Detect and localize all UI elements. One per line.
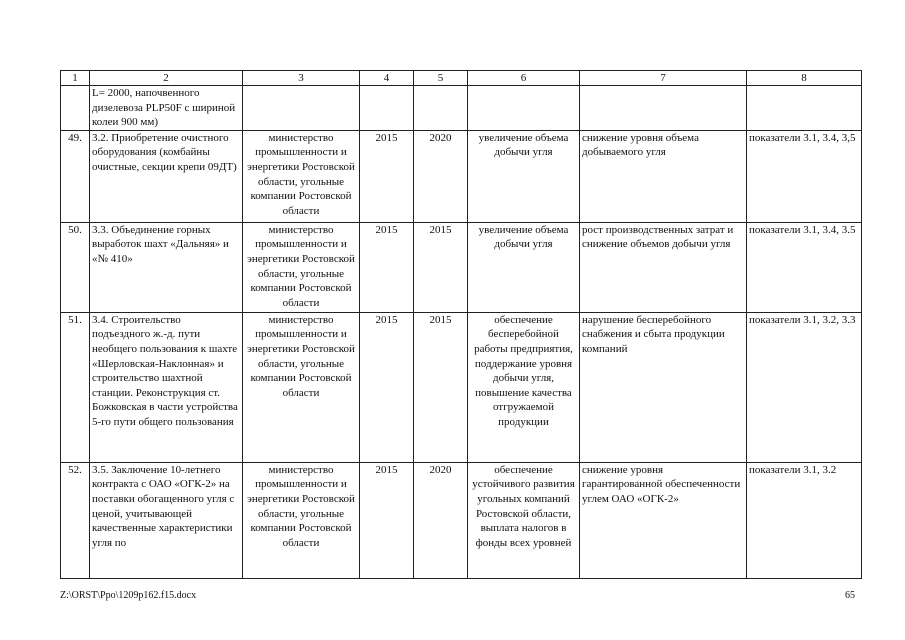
- row-number: 52.: [61, 462, 90, 578]
- table-cell: [61, 86, 90, 131]
- indicators-cell: показатели 3.1, 3.4, 3,5: [747, 130, 862, 222]
- end-year-cell: 2015: [414, 222, 468, 312]
- file-path-footer: Z:\ORST\Ppo\1209p162.f15.docx: [60, 590, 197, 601]
- table-cell: [414, 86, 468, 131]
- row-number: 49.: [61, 130, 90, 222]
- column-header: 2: [90, 71, 243, 86]
- measure-cell: 3.2. Приобретение очистного оборудования (комбайны очистные, секции крепи 09ДТ): [90, 130, 243, 222]
- start-year-cell: 2015: [360, 130, 414, 222]
- column-header: 6: [468, 71, 580, 86]
- table-cell: [243, 86, 360, 131]
- table-cell: [747, 86, 862, 131]
- executor-cell: министерство промышленности и энергетики Ростовской области, угольные компании Ростовской области: [243, 462, 360, 578]
- row-number: 50.: [61, 222, 90, 312]
- table-cell: [580, 86, 747, 131]
- measure-cell: 3.4. Строительство подъездного ж.-д. пути необщего пользования к шахте «Шерловская-Наклонная» и строительство шахтной станции. Реконструкция ст. Божковская в части устройства 5-го пути общего пользования: [90, 312, 243, 462]
- column-number-header-row: [61, 71, 862, 86]
- consequence-cell: снижение уровня объема добываемого угля: [580, 130, 747, 222]
- consequence-cell: снижение уровня гарантированной обеспеченности углем ОАО «ОГК-2»: [580, 462, 747, 578]
- table-cell: [360, 86, 414, 131]
- result-cell: увеличение объема добычи угля: [468, 130, 580, 222]
- column-header: 4: [360, 71, 414, 86]
- column-header: 3: [243, 71, 360, 86]
- column-header: 1: [61, 71, 90, 86]
- column-header: 5: [414, 71, 468, 86]
- table-row: [61, 462, 862, 578]
- consequence-cell: рост производственных затрат и снижение объемов добычи угля: [580, 222, 747, 312]
- table-cell: [468, 86, 580, 131]
- measure-cell: 3.3. Объединение горных выработок шахт «Дальняя» и «№ 410»: [90, 222, 243, 312]
- result-cell: обеспечение устойчивого развития угольных компаний Ростовской области, выплата налогов в фонды всех уровней: [468, 462, 580, 578]
- continuation-row: [61, 86, 862, 131]
- indicators-cell: показатели 3.1, 3.2, 3.3: [747, 312, 862, 462]
- executor-cell: министерство промышленности и энергетики Ростовской области, угольные компании Ростовской области: [243, 130, 360, 222]
- start-year-cell: 2015: [360, 312, 414, 462]
- page-number: 65: [845, 590, 855, 601]
- end-year-cell: 2015: [414, 312, 468, 462]
- column-header: 8: [747, 71, 862, 86]
- end-year-cell: 2020: [414, 462, 468, 578]
- column-header: 7: [580, 71, 747, 86]
- table-row: [61, 222, 862, 312]
- start-year-cell: 2015: [360, 222, 414, 312]
- program-measures-table: [60, 70, 862, 579]
- indicators-cell: показатели 3.1, 3.4, 3.5: [747, 222, 862, 312]
- result-cell: обеспечение бесперебойной работы предприятия, поддержание уровня добычи угля, повышение качества отгружаемой продукции: [468, 312, 580, 462]
- measure-cell: 3.5. Заключение 10-летнего контракта с ОАО «ОГК-2» на поставки обогащенного угля с ценой, учитывающей качественные характеристики угля по: [90, 462, 243, 578]
- executor-cell: министерство промышленности и энергетики Ростовской области, угольные компании Ростовской области: [243, 222, 360, 312]
- table-row: [61, 312, 862, 462]
- executor-cell: министерство промышленности и энергетики Ростовской области, угольные компании Ростовской области: [243, 312, 360, 462]
- measure-cell: L= 2000, напочвенного дизелевоза PLP50F с шириной колеи 900 мм): [90, 86, 243, 131]
- consequence-cell: нарушение бесперебойного снабжения и сбыта продукции компаний: [580, 312, 747, 462]
- row-number: 51.: [61, 312, 90, 462]
- result-cell: увеличение объема добычи угля: [468, 222, 580, 312]
- start-year-cell: 2015: [360, 462, 414, 578]
- end-year-cell: 2020: [414, 130, 468, 222]
- table-row: [61, 130, 862, 222]
- indicators-cell: показатели 3.1, 3.2: [747, 462, 862, 578]
